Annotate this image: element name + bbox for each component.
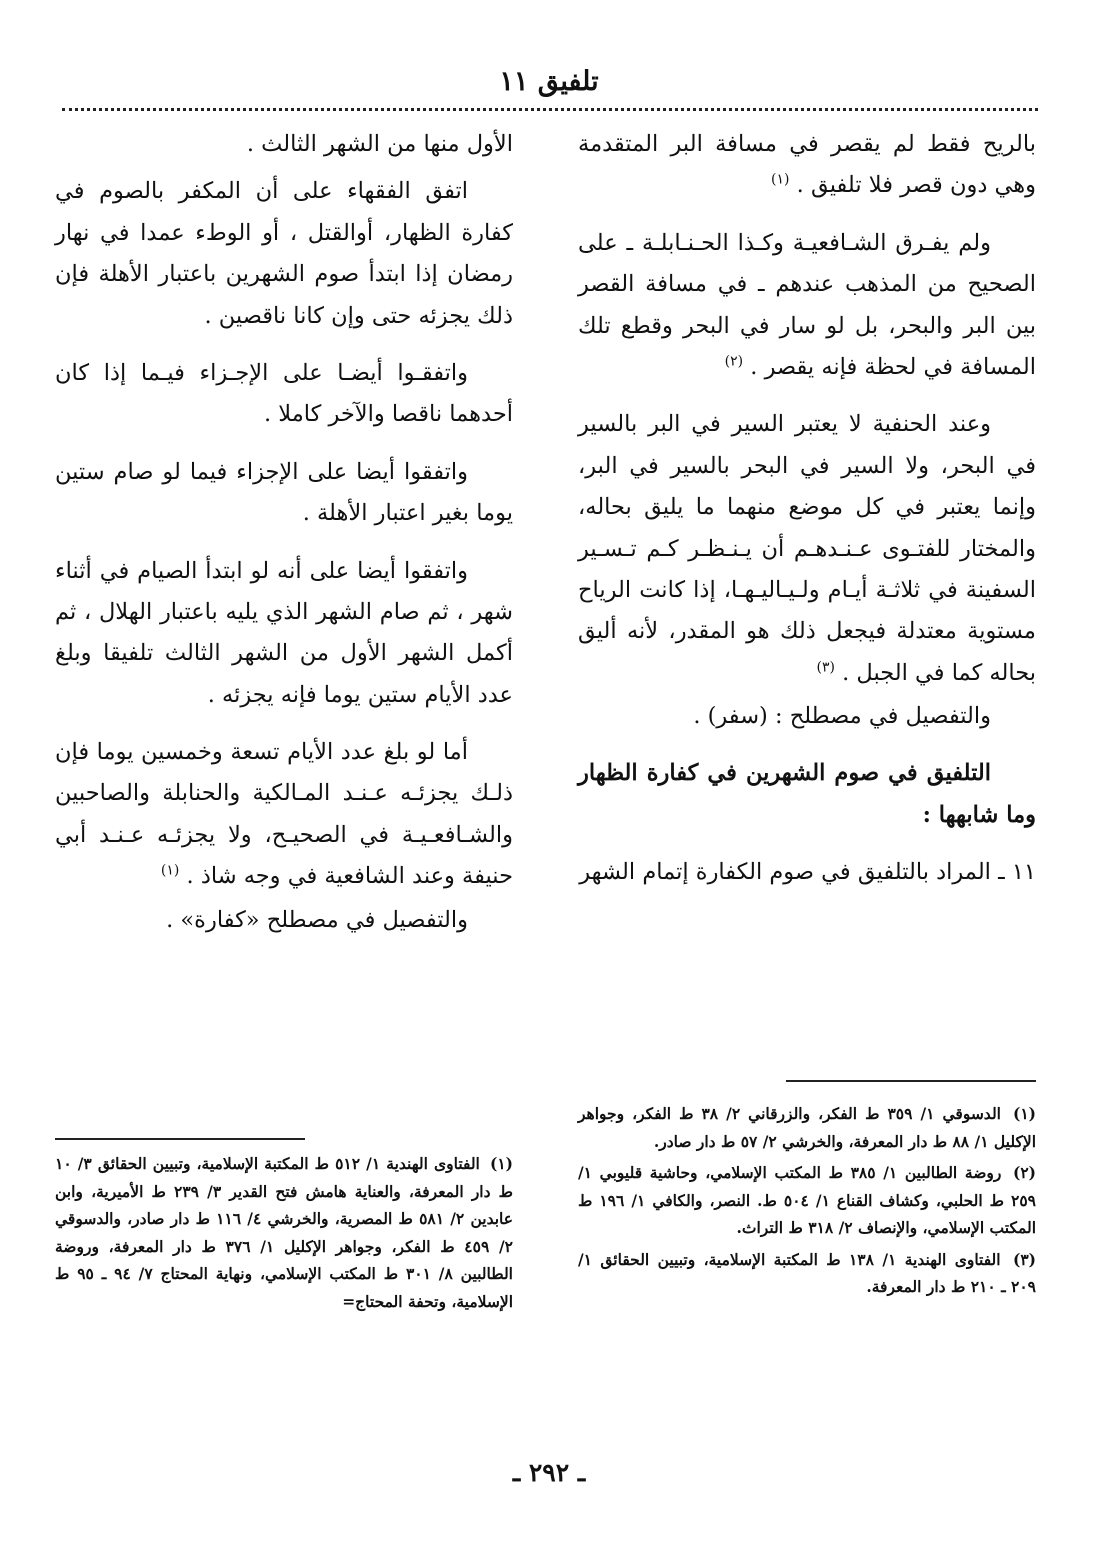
- right-paragraph-2: [578, 223, 1036, 389]
- right-paragraph-5: ١١ ـ المراد بالتلفيق في صوم الكفارة إتمام الشهر: [579, 859, 1036, 886]
- section-heading: التلفيق في صوم الشهرين في كفارة الظهار وما شابهها :: [578, 760, 1036, 828]
- footnote-item: [578, 1246, 1036, 1301]
- header-dotted-rule: [62, 108, 1038, 111]
- footnote-rule-left: [55, 1138, 305, 1140]
- footnote-number: (١): [489, 1154, 513, 1173]
- right-p2-text: ولم يفـرق الشـافعيـة وكـذا الحـنـابلـة ـ على الصحيح من المذهب عندهم ـ في مسافة القصر بين البر والبحر، بل لو سار في البحر وقطع تلك المسافة في لحظة فإنه يقصر .: [578, 229, 1036, 380]
- footnotes-left: [55, 1150, 513, 1319]
- left-paragraph-5: واتفقوا أيضا على أنه لو ابتدأ الصيام في أثناء شهر ، ثم صام الشهر الذي يليه باعتبار الهلال ، ثم أكمل الشهر الأول من الشهر الثالث تلفيقا وبلغ عدد الأيام ستين يوما فإنه يجزئه .: [55, 557, 513, 708]
- left-paragraph-4: واتفقوا أيضا على الإجزاء فيما لو صام ستين يوما بغير اعتبار الأهلة .: [55, 458, 513, 527]
- left-paragraph-2: اتفق الفقهاء على أن المكفر بالصوم في كفارة الظهار، أوالقتل ، أو الوطء عمدا في نهار رمضان إذا ابتدأ صوم الشهرين باعتبار الأهلة فإن ذلك يجزئه حتى وإن كانا ناقصين .: [55, 178, 513, 329]
- right-p3-text: وعند الحنفية لا يعتبر السير في البر بالسير في البحر، ولا السير في البحر بالسير في البر، وإنما يعتبر في كل موضع منهما ما يليق بحاله، والمختار للفتـوى عـنـدهـم أن يـنـظـر كـم تـسـير السفينة في ثلاثـة أيـام ولـيـاليـهـا، إذا كانت الرياح مستوية معتدلة فيجعل ذلك هو المقدر، لأنه أليق بحاله كما في الجبل .: [578, 411, 1036, 686]
- left-paragraph-1: الأول منها من الشهر الثالث .: [246, 131, 513, 157]
- footnote-ref-2: (٢): [724, 353, 744, 370]
- page-number: ـ ٢٩٢ ـ: [512, 1458, 586, 1487]
- left-paragraph-3: واتفقـوا أيضـا على الإجـزاء فيـما إذا كان أحدهما ناقصا والآخر كاملا .: [55, 359, 513, 428]
- footnote-item: [578, 1100, 1036, 1155]
- right-paragraph-1: [578, 124, 1036, 207]
- left-column: [55, 124, 513, 957]
- left-paragraph-6: [55, 732, 513, 898]
- running-header-title: تلفيق ١١: [499, 66, 599, 97]
- right-column: [578, 124, 1036, 910]
- footnotes-right: [578, 1100, 1036, 1305]
- footnote-ref-1: (١): [771, 171, 790, 188]
- footnote-number: (٣): [1012, 1249, 1036, 1269]
- footnote-text: الفتاوى الهندية ١/ ١٣٨ ط المكتبة الإسلامية، وتبيين الحقائق ١/ ٢٠٩ ـ ٢١٠ ط دار المعرفة.: [578, 1249, 1036, 1297]
- footnote-ref-left-1: (١): [160, 862, 180, 879]
- footnote-number: (٢): [1013, 1163, 1037, 1183]
- footnote-number: (١): [1013, 1104, 1037, 1123]
- footnote-text: الدسوقي ١/ ٣٥٩ ط الفكر، والزرقاني ٢/ ٣٨ ط الفكر، وجواهر الإكليل ١/ ٨٨ ط دار المعرفة، والخرشي ٢/ ٥٧ ط دار صادر.: [578, 1104, 1036, 1151]
- footnote-item: [55, 1150, 513, 1315]
- footnote-text: الفتاوى الهندية ١/ ٥١٢ ط المكتبة الإسلامية، وتبيين الحقائق ٣/ ١٠ ط دار المعرفة، والعناية هامش فتح القدير ٣/ ٢٣٩ ط الأميرية، وابن عابدين ٢/ ٥٨١ ط المصرية، والخرشي ٤/ ١١٦ ط دار صادر، والدسوقي ٢/ ٤٥٩ ط الفكر، وجواهر الإكليل ١/ ٣٧٦ ط دار المعرفة، وروضة الطالبين ٨/ ٣٠١ ط المكتب الإسلامي، ونهاية المحتاج ٧/ ٩٤ ـ ٩٥ ط الإسلامية، وتحفة المحتاج=: [55, 1154, 514, 1311]
- footnote-rule-right: [786, 1080, 1036, 1082]
- right-paragraph-4: والتفصيل في مصطلح : (سفر) .: [693, 703, 991, 730]
- footnote-text: روضة الطالبين ١/ ٣٨٥ ط المكتب الإسلامي، وحاشية قليوبي ١/ ٢٥٩ ط الحلبي، وكشاف القناع ١/ ٥٠٤ ط. النصر، والكافي ١/ ١٩٦ ط المكتب الإسلامي، والإنصاف ٢/ ٣١٨ ط التراث.: [578, 1163, 1036, 1238]
- right-p1-text: بالريح فقط لم يقصر في مسافة البر المتقدمة وهي دون قصر فلا تلفيق .: [578, 131, 1036, 199]
- right-paragraph-3: [578, 404, 1036, 694]
- footnote-ref-3: (٣): [816, 659, 835, 676]
- footnote-item: [578, 1159, 1036, 1242]
- left-paragraph-7: والتفصيل في مصطلح «كفارة» .: [166, 906, 468, 933]
- left-p6-text: أما لو بلغ عدد الأيام تسعة وخمسين يوما فإن ذلـك يجزئـه عـنـد المـالكية والحنابلة والصاحبين والشـافعـيـة في الصحيـح، ولا يجزئـه عـنـد أبي حنيفة وعند الشافعية في وجه شاذ .: [55, 739, 513, 890]
